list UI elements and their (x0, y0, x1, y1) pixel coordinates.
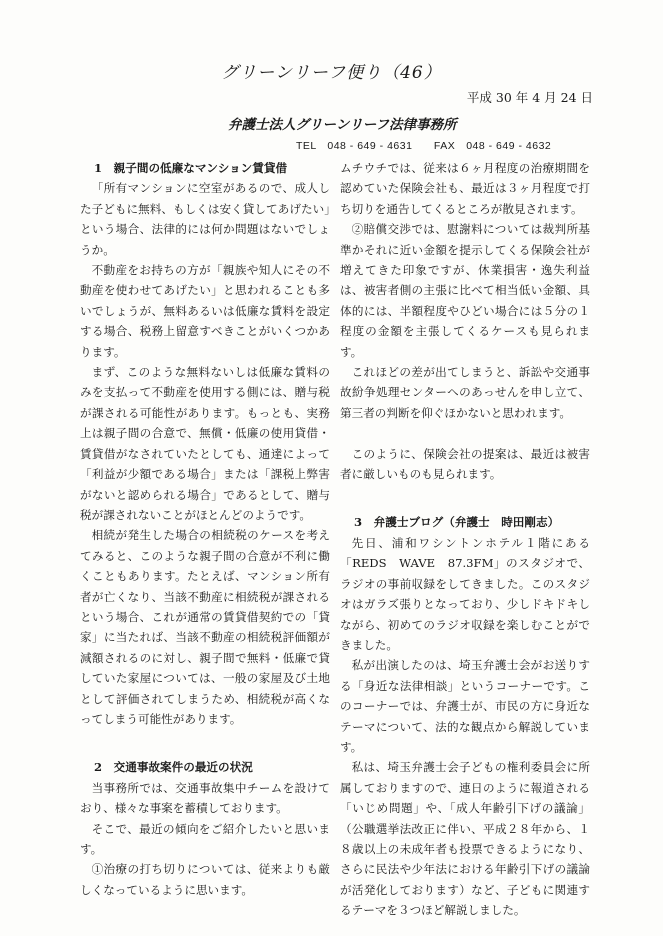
paragraph: このように、保険会社の提案は、最近は被害者に厳しいものも見られます。 (340, 446, 590, 482)
paragraph: ①治療の打ち切りについては、従来よりも厳しくなっているように思います。 (80, 862, 330, 897)
left-column (80, 158, 330, 900)
section-1-heading: 1 親子間の低廉なマンション賃貸借 (94, 161, 288, 175)
firm-name: 弁護士法人グリーンリーフ法律事務所 (228, 117, 457, 133)
spacer (80, 729, 330, 757)
paragraph: 当事務所では、交通事故集中チームを設けており、様々な事案を蓄積しております。 (80, 780, 330, 816)
contact-line (296, 138, 569, 153)
right-column (340, 158, 590, 921)
paragraph: 私は、埼玉弁護士会子どもの権利委員会に所属しておりますので、連日のように報道される「いじめ問題」や、「成人年齢引下げの議論」（公職選挙法改正に伴い、平成２８年から、１８歳以上の未成年者も投票できるようになり、さらに民法や少年法における年齢引下げの議論が活発化しております）など、子どもに関連するテーマを３つほど解説しました。 (340, 760, 590, 918)
section-3-heading: 3 弁護士ブログ（弁護士 時田剛志） (354, 515, 560, 530)
tel-number: TEL 048 - 649 - 4631 (296, 140, 413, 152)
paragraph: 私が出演したのは、埼玉弁護士会がお送りする「身近な法律相談」というコーナーです。このコーナーでは、弁護士が、市民の方に身近なテーマについて、法的な観点から解説しています。 (340, 658, 590, 754)
paragraph: ムチウチでは、従来は６ヶ月程度の治療期間を認めていた保険会社も、最近は３ヶ月程度で打ち切りを通告してくるところが散見されます。 (340, 161, 590, 216)
newsletter-title: グリーンリーフ便り（46） (221, 63, 442, 83)
paragraph: 「所有マンションに空室があるので、成人した子どもに無料、もしくは安く貸してあげたい」という場合、法律的には何か問題はないでしょうか。 (80, 181, 330, 257)
paragraph: これほどの差が出てしまうと、訴訟や交通事故紛争処理センターへのあっせんを申し立て、第三者の判断を仰ぐほかないと思われます。 (340, 365, 590, 420)
paragraph: そこで、最近の傾向をご紹介したいと思います。 (80, 821, 330, 856)
fax-number: FAX 048 - 649 - 4632 (433, 140, 552, 152)
section-2-heading: 2 交通事故案件の最近の状況 (94, 760, 253, 775)
paragraph: 先日、浦和ワシントンホテル１階にある「REDS WAVE 87.3FM」のスタジオで、ラジオの事前収録をしてきました。このスタジオはガラズ張りとなっており、少しドキドキしながら、初めてのラジオ収録を楽しむことができました。 (340, 535, 590, 652)
paragraph: まず、このような無料ないしは低廉な賃料のみを支払って不動産を使用する側には、贈与税が課される可能性があります。もっとも、実務上は親子間の合意で、無償・低廉の使用貸借・賃貸借がなされていたとしても、通達によって「利益が少額である場合」または「課税上弊害がないと認められる場合」であるとして、贈与税が課されないことがほとんどのようです。 (80, 365, 330, 522)
paragraph: 相続が発生した場合の相続税のケースを考えてみると、このような親子間の合意が不利に働くこともあります。たとえば、マンション所有者が亡くなり、当該不動産に相続税が課されるという場合、これが通常の賃貸借契約での「貸家」に当たれば、当該不動産の相続税評価額が減額されるのに対し、親子間で無料・低廉で貸していた家屋については、一般の家屋及び土地として評価されてしまうため、相続税が高くなってしまう可能性があります。 (80, 528, 330, 726)
issue-date: 平成 30 年 4 月 24 日 (466, 90, 593, 105)
spacer (340, 484, 590, 512)
spacer (340, 423, 590, 443)
paragraph: 不動産をお持ちの方が「親族や知人にその不動産を使わせてあげたい」と思われることも多いでしょうが、無料あるいは低廉な賃料を設定する場合、税務上留意すべきことがいくつかあります。 (80, 263, 330, 359)
paragraph: ②賠償交渉では、慰謝料については裁判所基準かそれに近い金額を提示してくる保険会社が増えてきた印象ですが、休業損害・逸失利益は、被害者側の主張に比べて相当低い金額、具体的には、半額程度やひどい場合には５分の１程度の金額を主張してくるケースも見られます。 (340, 222, 590, 359)
